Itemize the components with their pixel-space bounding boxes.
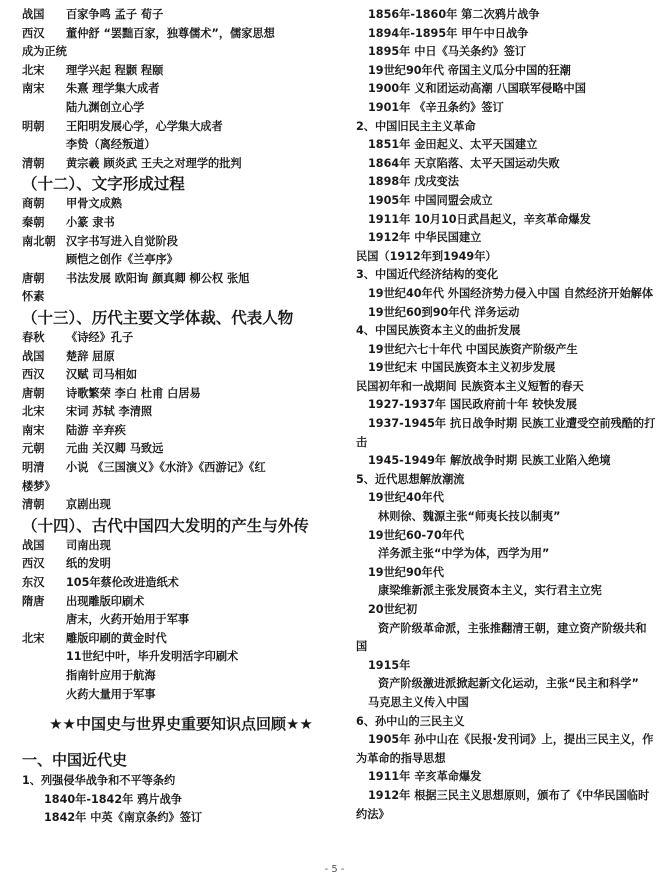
entry-text: 1864年 天京陷落、太平天国运动失败 bbox=[368, 156, 560, 170]
entry-text: 19世纪六七十年代 中国民族资产阶级产生 bbox=[368, 342, 578, 356]
entry-row bbox=[22, 630, 340, 649]
era-label: 南宋 bbox=[22, 423, 45, 437]
entry-line: 1912年 根据三民主义思想原则，颁布了《中华民国临时约法》 bbox=[356, 788, 650, 821]
entry-text: 雕版印刷的黄金时代 bbox=[66, 631, 167, 645]
entry-line: 民国初年和一战期间 民族资本主义短暂的春天 bbox=[356, 379, 584, 393]
entry-text: 黄宗羲 顾炎武 王夫之对理学的批判 bbox=[66, 156, 242, 170]
entry-row bbox=[22, 403, 340, 422]
entry-line bbox=[356, 694, 656, 713]
entry-row bbox=[22, 574, 340, 593]
entry-text: 1840年-1842年 鸦片战争 bbox=[44, 792, 182, 806]
entry-text: 1905年 中国同盟会成立 bbox=[368, 193, 493, 207]
section-heading: （十四）、古代中国四大发明的产生与外传 bbox=[22, 516, 309, 535]
entry-text: 汉字书写进入自觉阶段 bbox=[66, 234, 178, 248]
subsection-heading: 6、孙中山的三民主义 bbox=[356, 714, 465, 728]
entry-text: 19世纪90年代 bbox=[368, 565, 444, 579]
entry-line bbox=[356, 173, 656, 192]
entry-line bbox=[356, 229, 656, 248]
era-label: 战国 bbox=[22, 8, 45, 21]
right-column bbox=[356, 6, 656, 824]
entry-line bbox=[356, 62, 656, 81]
entry-line bbox=[356, 211, 656, 230]
era-label: 战国 bbox=[22, 538, 45, 552]
entry-text: 林则徐、魏源主张“师夷长技以制夷” bbox=[378, 510, 561, 524]
entry-continuation: 楼梦》 bbox=[22, 479, 56, 493]
subsection-heading: 4、中国民族资本主义的曲折发展 bbox=[356, 324, 521, 338]
entry-text: 楚辞 屈原 bbox=[66, 349, 115, 363]
entry-text: 小说 《三国演义》《水浒》《西游记》《红 bbox=[66, 461, 266, 475]
entry-line: 1905年 孙中山在《民报·发刊词》上，提出三民主义，作为革命的指导思想 bbox=[356, 733, 654, 765]
era-label: 秦朝 bbox=[22, 215, 45, 229]
entry-text: 19世纪末 中国民族资本主义初步发展 bbox=[368, 361, 556, 375]
entry-text: 19世纪60到90年代 洋务运动 bbox=[368, 305, 520, 319]
entry-text: 百家争鸣 孟子 荀子 bbox=[66, 8, 164, 21]
entry-text: 1856年-1860年 第二次鸦片战争 bbox=[368, 8, 540, 21]
entry-line bbox=[356, 99, 656, 118]
entry-text: 汉赋 司马相如 bbox=[66, 368, 138, 382]
entry-continuation bbox=[22, 648, 340, 667]
entry-text: 19世纪60-70年代 bbox=[368, 528, 465, 542]
entry-text: 1851年 金田起义、太平天国建立 bbox=[368, 138, 538, 152]
entry-text: 1911年 10月10日武昌起义，辛亥革命爆发 bbox=[368, 212, 591, 226]
entry-row bbox=[22, 366, 340, 385]
entry-text: 甲骨文成熟 bbox=[66, 197, 122, 211]
entry-row bbox=[22, 233, 340, 252]
entry-text: 京剧出现 bbox=[66, 498, 111, 512]
era-label: 商朝 bbox=[22, 197, 45, 211]
entry-row bbox=[22, 459, 340, 478]
entry-line bbox=[356, 192, 656, 211]
subsection-heading: 5、近代思想解放潮流 bbox=[356, 472, 465, 486]
entry-line bbox=[356, 657, 656, 676]
subsection-heading: 1、列强侵华战争和不平等条约 bbox=[22, 774, 176, 788]
entry-row bbox=[22, 440, 340, 459]
entry-text: 宋词 苏轼 李清照 bbox=[66, 405, 153, 419]
entry-line bbox=[356, 545, 656, 564]
entry-line: 民国（1912年到1949年） bbox=[356, 249, 497, 263]
entry-line bbox=[356, 489, 656, 508]
entry-text: 康梁维新派主张发展资本主义，实行君主立宪 bbox=[378, 584, 602, 598]
entry-text: 李贽（离经叛道） bbox=[66, 138, 156, 152]
entry-continuation bbox=[22, 809, 340, 828]
page-number: - 5 - bbox=[324, 864, 345, 875]
section-heading: （十三）、历代主要文学体裁、代表人物 bbox=[22, 308, 294, 327]
entry-text: 洋务派主张“中学为体，西学为用” bbox=[378, 547, 550, 561]
entry-text: 朱熹 理学集大成者 bbox=[66, 82, 160, 96]
entry-text: 董仲舒 “罢黜百家，独尊儒术”，儒家思想 bbox=[66, 26, 275, 40]
entry-row bbox=[22, 62, 340, 81]
part-heading: 一、中国近代史 bbox=[22, 751, 128, 770]
entry-row bbox=[22, 329, 340, 348]
entry-text: 1900年 义和团运动高潮 八国联军侵略中国 bbox=[368, 82, 586, 96]
entry-text: 纸的发明 bbox=[66, 557, 111, 571]
entry-text: 火药大量用于军事 bbox=[66, 687, 156, 701]
entry-text: 1915年 bbox=[368, 658, 411, 672]
entry-text: 出现雕版印刷术 bbox=[66, 594, 145, 608]
era-label: 北宋 bbox=[22, 631, 45, 645]
entry-line bbox=[356, 304, 656, 323]
entry-text: 1894年-1895年 甲午中日战争 bbox=[368, 26, 529, 40]
entry-line bbox=[356, 396, 656, 415]
entry-text: 1898年 戊戌变法 bbox=[368, 175, 459, 189]
entry-text: 诗歌繁荣 李白 杜甫 白居易 bbox=[66, 386, 201, 400]
era-label: 战国 bbox=[22, 349, 45, 363]
era-label: 春秋 bbox=[22, 330, 45, 344]
era-label: 元朝 bbox=[22, 442, 45, 456]
era-label: 唐朝 bbox=[22, 271, 45, 285]
entry-line: 1937-1945年 抗日战争时期 民族工业遭受空前残酷的打击 bbox=[356, 417, 656, 449]
entry-row bbox=[22, 270, 340, 289]
entry-text: 1895年 中日《马关条约》签订 bbox=[368, 45, 527, 59]
era-label: 南宋 bbox=[22, 82, 45, 96]
entry-text: 11世纪中叶，毕升发明活字印刷术 bbox=[66, 650, 239, 664]
entry-text: 唐末，火药开始用于军事 bbox=[66, 613, 190, 627]
section-heading: （十二）、文字形成过程 bbox=[22, 175, 185, 194]
entry-row bbox=[22, 118, 340, 137]
left-column bbox=[22, 6, 340, 828]
entry-row bbox=[22, 214, 340, 233]
era-label: 北宋 bbox=[22, 63, 45, 77]
entry-line bbox=[356, 25, 656, 44]
entry-text: 1945-1949年 解放战争时期 民族工业陷入绝境 bbox=[368, 454, 611, 468]
entry-text: 书法发展 欧阳询 颜真卿 柳公权 张旭 bbox=[66, 271, 250, 285]
era-label: 清朝 bbox=[22, 498, 45, 512]
entry-line bbox=[356, 527, 656, 546]
era-label: 唐朝 bbox=[22, 386, 45, 400]
entry-text: 1912年 中华民国建立 bbox=[368, 231, 482, 245]
entry-line bbox=[356, 768, 656, 787]
entry-row bbox=[22, 537, 340, 556]
era-label: 西汉 bbox=[22, 557, 45, 571]
era-label: 清朝 bbox=[22, 156, 45, 170]
entry-line bbox=[356, 43, 656, 62]
era-label: 隋唐 bbox=[22, 594, 45, 608]
entry-continuation bbox=[22, 667, 340, 686]
entry-continuation: 成为正统 bbox=[22, 45, 67, 59]
entry-text: 顾恺之创作《兰亭序》 bbox=[66, 253, 178, 267]
entry-text: 指南针应用于航海 bbox=[66, 669, 156, 682]
era-label: 明清 bbox=[22, 461, 45, 475]
entry-continuation bbox=[22, 611, 340, 630]
entry-line bbox=[356, 341, 656, 360]
entry-row bbox=[22, 593, 340, 612]
entry-text: 《诗经》孔子 bbox=[66, 330, 134, 344]
era-label: 明朝 bbox=[22, 119, 45, 133]
entry-continuation bbox=[22, 99, 340, 118]
entry-continuation bbox=[22, 136, 340, 155]
entry-line bbox=[356, 155, 656, 174]
review-title: ★★中国史与世界史重要知识点回顾★★ bbox=[49, 715, 313, 734]
entry-text: 王阳明发展心学，心学集大成者 bbox=[66, 119, 223, 133]
entry-row bbox=[22, 555, 340, 574]
entry-text: 1901年 《辛丑条约》签订 bbox=[368, 100, 504, 114]
entry-row bbox=[22, 155, 340, 174]
entry-row bbox=[22, 385, 340, 404]
entry-continuation bbox=[22, 686, 340, 705]
entry-line: 资产阶级激进派掀起新文化运动，主张“民主和科学” bbox=[378, 677, 639, 691]
era-label: 南北朝 bbox=[22, 234, 56, 248]
entry-row bbox=[22, 422, 340, 441]
subsection-heading: 3、中国近代经济结构的变化 bbox=[356, 268, 499, 282]
entry-line bbox=[356, 80, 656, 99]
entry-continuation: 怀素 bbox=[22, 290, 45, 304]
entry-row bbox=[22, 25, 340, 44]
entry-text: 1842年 中英《南京条约》签订 bbox=[44, 811, 203, 825]
entry-line bbox=[356, 6, 656, 25]
subsection-heading: 2、中国旧民主主义革命 bbox=[356, 119, 476, 133]
entry-text: 19世纪90年代 帝国主义瓜分中国的狂潮 bbox=[368, 63, 571, 77]
era-label: 北宋 bbox=[22, 405, 45, 419]
entry-row bbox=[22, 348, 340, 367]
entry-continuation bbox=[22, 251, 340, 270]
entry-line bbox=[356, 136, 656, 155]
era-label: 西汉 bbox=[22, 26, 45, 40]
entry-text: 19世纪40年代 bbox=[368, 491, 444, 505]
entry-text: 司南出现 bbox=[66, 538, 111, 552]
entry-row bbox=[22, 496, 340, 515]
entry-text: 20世纪初 bbox=[368, 603, 418, 616]
entry-line: 19世纪40年代 外国经济势力侵入中国 自然经济开始解体 bbox=[368, 286, 654, 300]
era-label: 西汉 bbox=[22, 368, 45, 382]
entry-row bbox=[22, 80, 340, 99]
entry-row bbox=[22, 6, 340, 25]
entry-text: 小篆 隶书 bbox=[66, 215, 115, 229]
entry-text: 马克思主义传入中国 bbox=[368, 695, 469, 709]
entry-text: 陆游 辛弃疾 bbox=[66, 423, 126, 437]
entry-line bbox=[356, 359, 656, 378]
entry-text: 1911年 辛亥革命爆发 bbox=[368, 770, 482, 784]
entry-text: 理学兴起 程颢 程颐 bbox=[66, 63, 164, 77]
era-label: 东汉 bbox=[22, 576, 45, 590]
entry-continuation bbox=[22, 791, 340, 810]
entry-text: 元曲 关汉卿 马致远 bbox=[66, 442, 164, 456]
entry-line bbox=[356, 601, 656, 620]
entry-row bbox=[22, 195, 340, 214]
entry-text: 陆九渊创立心学 bbox=[66, 100, 145, 114]
entry-line bbox=[356, 582, 656, 601]
entry-line bbox=[356, 508, 656, 527]
entry-line: 资产阶级革命派，主张推翻清王朝，建立资产阶级共和国 bbox=[356, 621, 647, 654]
entry-text: 1927-1937年 国民政府前十年 较快发展 bbox=[368, 398, 577, 412]
entry-line bbox=[356, 452, 656, 471]
entry-text: 105年蔡伦改进造纸术 bbox=[66, 576, 179, 590]
entry-line bbox=[356, 564, 656, 583]
